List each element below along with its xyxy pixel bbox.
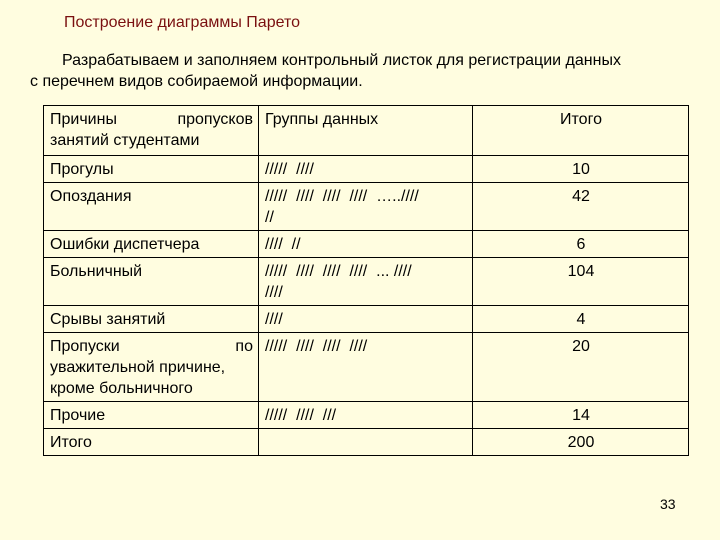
total-cell: 6 bbox=[473, 231, 689, 258]
tally-marks: ///// //// //// //// …..//// bbox=[265, 188, 419, 205]
tally-cell bbox=[259, 183, 473, 231]
tally-marks: //// // bbox=[265, 236, 301, 253]
cause-text: Больничный bbox=[50, 263, 143, 280]
total-cell: 42 bbox=[473, 183, 689, 231]
total-cell: 20 bbox=[473, 333, 689, 402]
cause-cell bbox=[44, 333, 259, 402]
cause-text: Прочие bbox=[50, 407, 106, 424]
intro-line-1: Разрабатываем и заполняем контрольный листок для регистрации данных bbox=[62, 52, 621, 69]
tally-cell bbox=[259, 258, 473, 306]
total-cell: 104 bbox=[473, 258, 689, 306]
cause-cell bbox=[44, 231, 259, 258]
total-cell: 10 bbox=[473, 156, 689, 183]
cause-cell bbox=[44, 306, 259, 333]
tally-cell bbox=[259, 231, 473, 258]
table-row bbox=[44, 306, 689, 333]
tally-marks: ///// //// bbox=[265, 161, 314, 178]
table-row bbox=[44, 231, 689, 258]
cause-text: кроме больничного bbox=[50, 380, 193, 397]
tally-cell bbox=[259, 306, 473, 333]
tally-marks: // bbox=[265, 209, 274, 226]
header-cause-line1: Причины пропусков bbox=[50, 111, 253, 128]
total-cell: 200 bbox=[473, 429, 689, 456]
cause-text: Срывы занятий bbox=[50, 311, 166, 328]
table-row bbox=[44, 183, 689, 231]
cause-cell bbox=[44, 156, 259, 183]
tally-marks: ///// //// //// //// bbox=[265, 338, 368, 355]
cause-cell bbox=[44, 258, 259, 306]
slide-title: Построение диаграммы Парето bbox=[64, 14, 300, 31]
cause-text: Опоздания bbox=[50, 188, 132, 205]
tally-cell bbox=[259, 156, 473, 183]
page-number: 33 bbox=[660, 496, 676, 512]
cause-cell bbox=[44, 402, 259, 429]
intro-text bbox=[30, 50, 700, 92]
tally-cell bbox=[259, 429, 473, 456]
tally-marks: //// bbox=[265, 311, 283, 328]
total-cell: 4 bbox=[473, 306, 689, 333]
cause-cell bbox=[44, 429, 259, 456]
intro-line-2: с перечнем видов собираемой информации. bbox=[30, 73, 363, 90]
tally-marks: //// bbox=[265, 284, 283, 301]
table-row bbox=[44, 402, 689, 429]
check-sheet-table bbox=[43, 105, 689, 456]
cause-cell bbox=[44, 183, 259, 231]
tally-cell bbox=[259, 333, 473, 402]
cause-text: Итого bbox=[50, 434, 92, 451]
header-cause bbox=[44, 106, 259, 156]
header-groups: Группы данных bbox=[259, 106, 473, 156]
table-row bbox=[44, 156, 689, 183]
table-row bbox=[44, 258, 689, 306]
table-row bbox=[44, 333, 689, 402]
header-cause-line2: занятий студентами bbox=[50, 132, 200, 149]
table-row bbox=[44, 429, 689, 456]
tally-cell bbox=[259, 402, 473, 429]
cause-text: Ошибки диспетчера bbox=[50, 236, 200, 253]
tally-marks: ///// //// //// //// ... //// bbox=[265, 263, 412, 280]
cause-text: Прогулы bbox=[50, 161, 114, 178]
total-cell: 14 bbox=[473, 402, 689, 429]
cause-text: Пропуски по bbox=[50, 338, 253, 355]
table-header-row bbox=[44, 106, 689, 156]
tally-marks: ///// //// /// bbox=[265, 407, 337, 424]
header-total: Итого bbox=[473, 106, 689, 156]
cause-text: уважительной причине, bbox=[50, 359, 226, 376]
